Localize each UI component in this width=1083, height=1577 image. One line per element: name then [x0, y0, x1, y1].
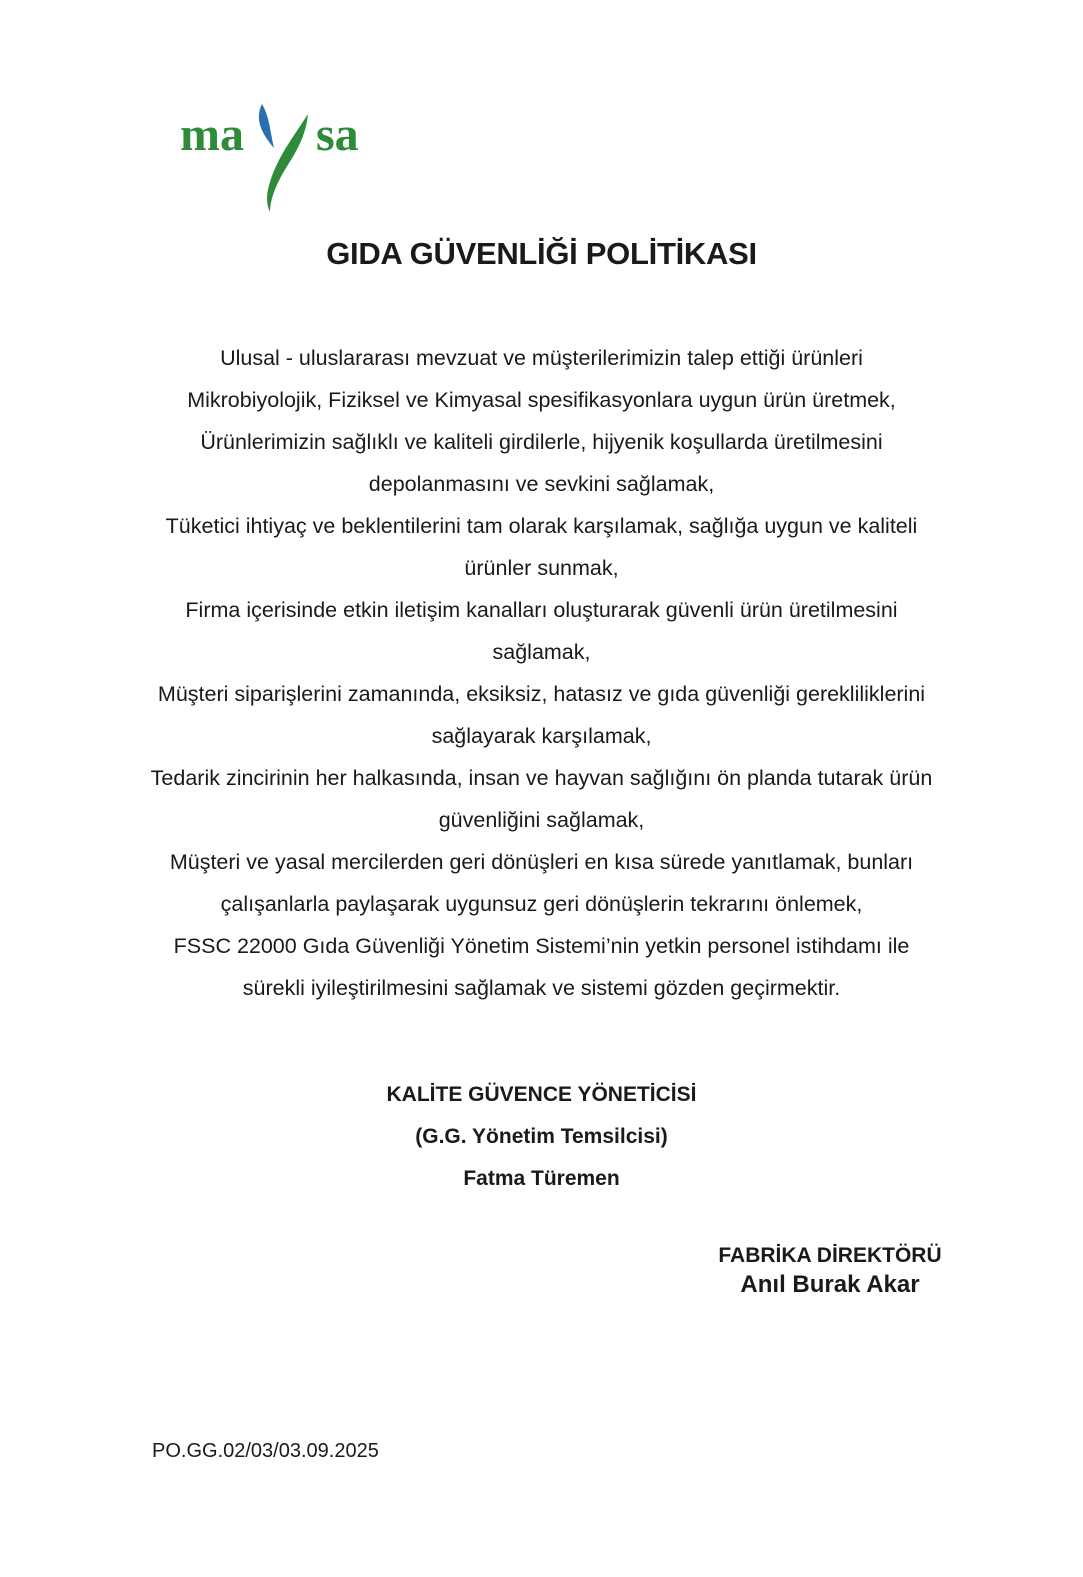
- policy-line: sağlamak,: [492, 640, 591, 664]
- policy-line: ürünler sunmak,: [464, 556, 619, 580]
- policy-line: sürekli iyileştirilmesini sağlamak ve sistemi gözden geçirmektir.: [242, 976, 841, 1000]
- factory-director-signature-block: [680, 1241, 980, 1299]
- policy-text: [90, 337, 993, 1009]
- document-code: PO.GG.02/03/03.09.2025: [152, 1440, 379, 1462]
- quality-manager-name: Fatma Türemen: [463, 1167, 620, 1190]
- logo-text-right: sa: [316, 108, 359, 161]
- policy-line: Tüketici ihtiyaç ve beklentilerini tam olarak karşılamak, sağlığa uygun ve kaliteli: [165, 514, 918, 538]
- quality-manager-signature-block: [0, 1074, 1083, 1200]
- quality-manager-role: KALİTE GÜVENCE YÖNETİCİSİ: [386, 1083, 697, 1106]
- logo-text-left: ma: [180, 108, 244, 161]
- factory-director-name: Anıl Burak Akar: [740, 1271, 920, 1298]
- policy-line: sağlayarak karşılamak,: [431, 724, 652, 748]
- quality-manager-subrole: (G.G. Yönetim Temsilcisi): [415, 1125, 668, 1148]
- policy-line: Müşteri siparişlerini zamanında, eksiksiz, hatasız ve gıda güvenliği gerekliliklerini: [157, 682, 926, 706]
- policy-line: depolanmasını ve sevkini sağlamak,: [368, 472, 715, 496]
- factory-director-role: FABRİKA DİREKTÖRÜ: [718, 1244, 942, 1267]
- policy-line: Tedarik zincirinin her halkasında, insan ve hayvan sağlığını ön planda tutarak ürün: [150, 766, 933, 790]
- policy-line: Müşteri ve yasal mercilerden geri dönüşleri en kısa sürede yanıtlamak, bunları: [169, 850, 914, 874]
- policy-line: güvenliğini sağlamak,: [438, 808, 645, 832]
- policy-line: Mikrobiyolojik, Fiziksel ve Kimyasal spesifikasyonlara uygun ürün üretmek,: [187, 388, 896, 412]
- policy-line: Ürünlerimizin sağlıklı ve kaliteli girdilerle, hijyenik koşullarda üretilmesini: [200, 430, 883, 454]
- policy-line: çalışanlarla paylaşarak uygunsuz geri dönüşlerin tekrarını önlemek,: [220, 892, 863, 916]
- policy-line: Ulusal - uluslararası mevzuat ve müşterilerimizin talep ettiği ürünleri: [220, 346, 863, 370]
- logo-green-stem-icon: [267, 114, 308, 212]
- policy-line: FSSC 22000 Gıda Güvenliği Yönetim Sistemi’nin yetkin personel istihdamı ile: [173, 934, 910, 958]
- policy-line: Firma içerisinde etkin iletişim kanalları oluşturarak güvenli ürün üretilmesini: [185, 598, 898, 622]
- logo-blue-leaf-icon: [259, 104, 274, 148]
- maysa-logo: [178, 96, 388, 212]
- page-title: GIDA GÜVENLİĞİ POLİTİKASI: [326, 236, 757, 271]
